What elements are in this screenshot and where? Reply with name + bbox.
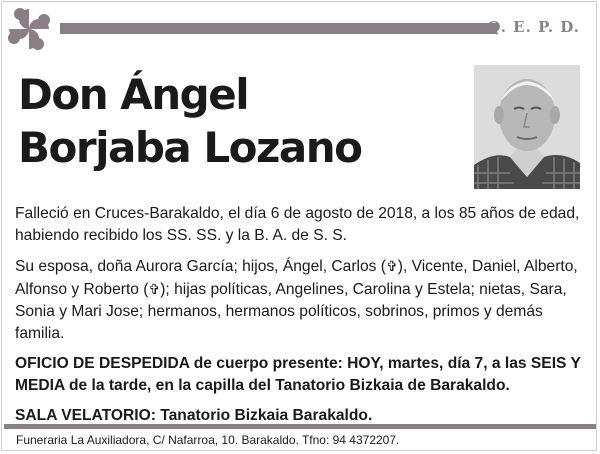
wake-room: SALA VELATORIO: Tanatorio Bizkaia Barakaldo.: [15, 407, 373, 424]
family-list: Su esposa, doña Aurora García; hijos, Ángel, Carlos (✞), Vicente, Daniel, Alberto, Alfonso y Roberto (✞); hijas políticas, Angelines, Carolina y Estela; nietas, Sara, Sonia y Mari Jose; hermanos, hermanos políticos, sobrinos, primos y demás familia.: [15, 255, 587, 345]
name-line-2: Borjaba Lozano: [18, 123, 362, 172]
lauburu-icon: [6, 6, 52, 52]
header-bar: [60, 23, 497, 34]
death-notice: Falleció en Cruces-Barakaldo, el día 6 de agosto de 2018, a los 85 años de edad, habiendo recibido los SS. SS. y la B. A. de S. S.: [15, 205, 580, 244]
obituary-body: [15, 203, 587, 435]
funeral-service: OFICIO DE DESPEDIDA de cuerpo presente: HOY, martes, día 7, a las SEIS Y MEDIA de la tarde, en la capilla del Tanatorio Bizkaia de Barakaldo.: [15, 355, 581, 394]
qepd-title: Q. E. P. D.: [487, 18, 580, 36]
deceased-name: [18, 68, 362, 174]
cross-icon: ✞: [385, 258, 398, 274]
footer-bar: [4, 424, 596, 429]
portrait-photo: [474, 65, 580, 189]
name-line-1: Don Ángel: [18, 70, 249, 119]
funeral-home-info: Funeraria La Auxiliadora, C/ Nafarroa, 10. Barakaldo. Tfno: 94 4372207.: [16, 433, 400, 447]
cross-icon: ✞: [148, 281, 161, 297]
